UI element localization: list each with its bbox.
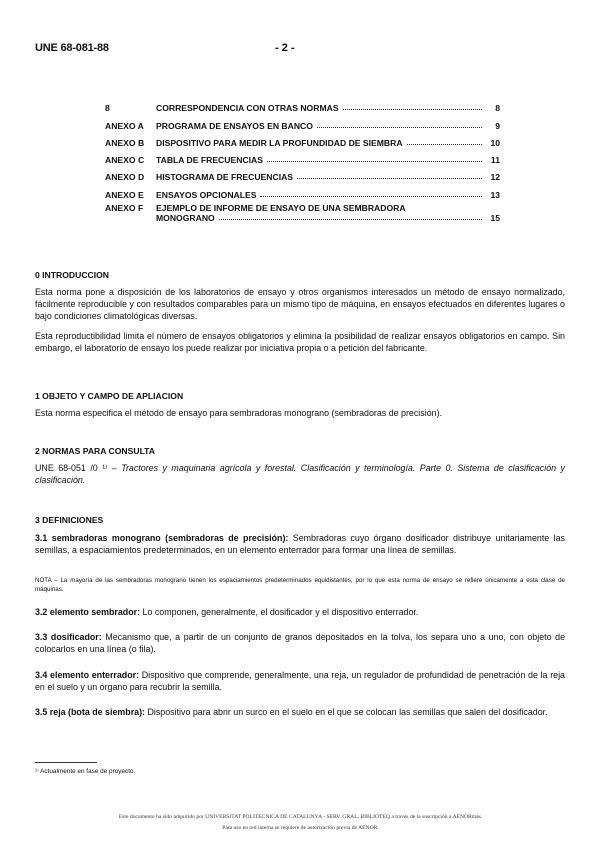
toc-title: CORRESPONDENCIA CON OTRAS NORMAS [156,103,339,114]
reference-title: Tractores y maquinaria agrícola y forestal. Clasificación y terminología. Parte 0. Sistema de clasificación y clasificación. [35,463,565,485]
reference-paragraph [35,463,565,487]
toc-title: PROGRAMA DE ENSAYOS EN BANCO [156,120,313,131]
paragraph: Esta norma pone a disposición de los laboratorios de ensayo y otros organismos interesados un método de ensayo normalizado, fácilmente reproducible y con resultados comparables para un mismo tipo de máquina, en ensayos efectuados en diferentes lugares o bajo condiciones climatológicas diversas. [35,287,565,321]
toc-item [105,131,500,148]
note: NOTA – La mayoría de las sembradoras monograno tienen los espaciamientos predeterminados equidistantes, por lo que esta norma de ensayo se refiere únicamente a esta clase de máquinas. [35,577,565,593]
toc-item [105,113,500,130]
footnote: ¹⁾ Actualmente en fase de proyecto. [35,768,136,775]
toc-page: 9 [495,120,500,131]
toc-page: 8 [495,103,500,114]
definition-term: 3.3 dosificador: [35,632,102,642]
definition-term: 3.2 elemento sembrador: [35,607,141,617]
definition [35,632,565,656]
footnote-divider [35,762,97,763]
table-of-contents [105,96,500,229]
definition [35,533,565,557]
section-heading: 2 NORMAS PARA CONSULTA [35,446,155,456]
reference-code: UNE 68-051 /0 ¹⁾ – [35,463,122,473]
toc-number: ANEXO C [105,155,145,166]
document-code: UNE 68-081-88 [35,42,109,54]
toc-title: ENSAYOS OPCIONALES [156,189,257,200]
toc-title: EJEMPLO DE INFORME DE ENSAYO DE UNA SEMBRADORA [156,202,406,213]
toc-page: 13 [490,189,500,200]
paragraph: Esta norma especifica el método de ensayo para sembradoras monograno (sembradoras de precisión). [35,408,442,418]
definition [35,607,565,619]
definition-text: Mecanismo que, a partir de un conjunto de granos depositados en la tolva, los separa uno a uno, con objeto de colocarlos en una línea (o fila). [35,632,566,654]
toc-number: ANEXO E [105,189,144,200]
toc-page: 10 [490,137,500,148]
footer-line: Para uso en red interna se requiere de autorización previa de AENOR. [222,825,379,831]
definition-term: 3.5 reja (bota de siembra): [35,707,145,717]
toc-title: DISPOSITIVO PARA MEDIR LA PROFUNDIDAD DE SIEMBRA [156,137,403,148]
toc-number: ANEXO F [105,202,144,213]
toc-item [105,165,500,182]
definition [35,670,565,694]
toc-item [105,96,500,113]
toc-item [105,203,500,229]
definition-text: Dispositivo para abrir un surco en el suelo en el que se colocan las semillas que salen del dosificador. [145,707,548,717]
section-heading: 3 DEFINICIONES [35,515,104,525]
toc-number: ANEXO B [105,137,145,148]
definition-term: 3.4 elemento enterrador: [35,670,140,680]
toc-item [105,182,500,199]
paragraph: Esta reproductibilidad limita el número de ensayos obligatorios y elimina la posibilidad de realizar ensayos obligatorios en campo. Sin embargo, el laboratorio de ensayo los puede realizar por iniciativa propia o a petición del fabricante. [35,331,565,353]
toc-title: TABLA DE FRECUENCIAS [156,155,263,166]
toc-page: 15 [490,212,500,223]
section-heading: 0 INTRODUCCION [35,270,110,280]
definition [35,707,565,719]
page-number: - 2 - [275,42,295,54]
toc-item [105,148,500,165]
definition-text: Dispositivo que comprende, generalmente, una reja, un regulador de profundidad de penetración de la reja en el suelo y un órgano para recubrir la semilla. [35,670,565,692]
toc-page: 12 [490,172,500,183]
toc-number: ANEXO A [105,120,144,131]
toc-number: 8 [105,103,110,114]
definition-text: Lo componen, generalmente, el dosificador y el dispositivo enterrador. [140,607,419,617]
section-heading: 1 OBJETO Y CAMPO DE APLIACION [35,391,184,401]
toc-title-continued: MONOGRANO [156,212,215,223]
definition-term: 3.1 sembradoras monograno (sembradoras de precisión): [35,533,289,543]
definition-text: Sembradoras cuyo órgano dosificador distribuye unitariamente las semillas, a espaciamientos predeterminados, en un elemento enterrador para formar una línea de semillas. [35,533,565,555]
toc-title: HISTOGRAMA DE FRECUENCIAS [156,172,294,183]
toc-number: ANEXO D [105,172,145,183]
footer-line: Este documento ha sido adquirido por UNIVERSITAT POLITECNICA DE CATALUNYA - SERV. GRAL. BIBLIOTEQ a través de la suscripción a AENORmás. [118,814,483,820]
toc-page: 11 [490,155,500,166]
